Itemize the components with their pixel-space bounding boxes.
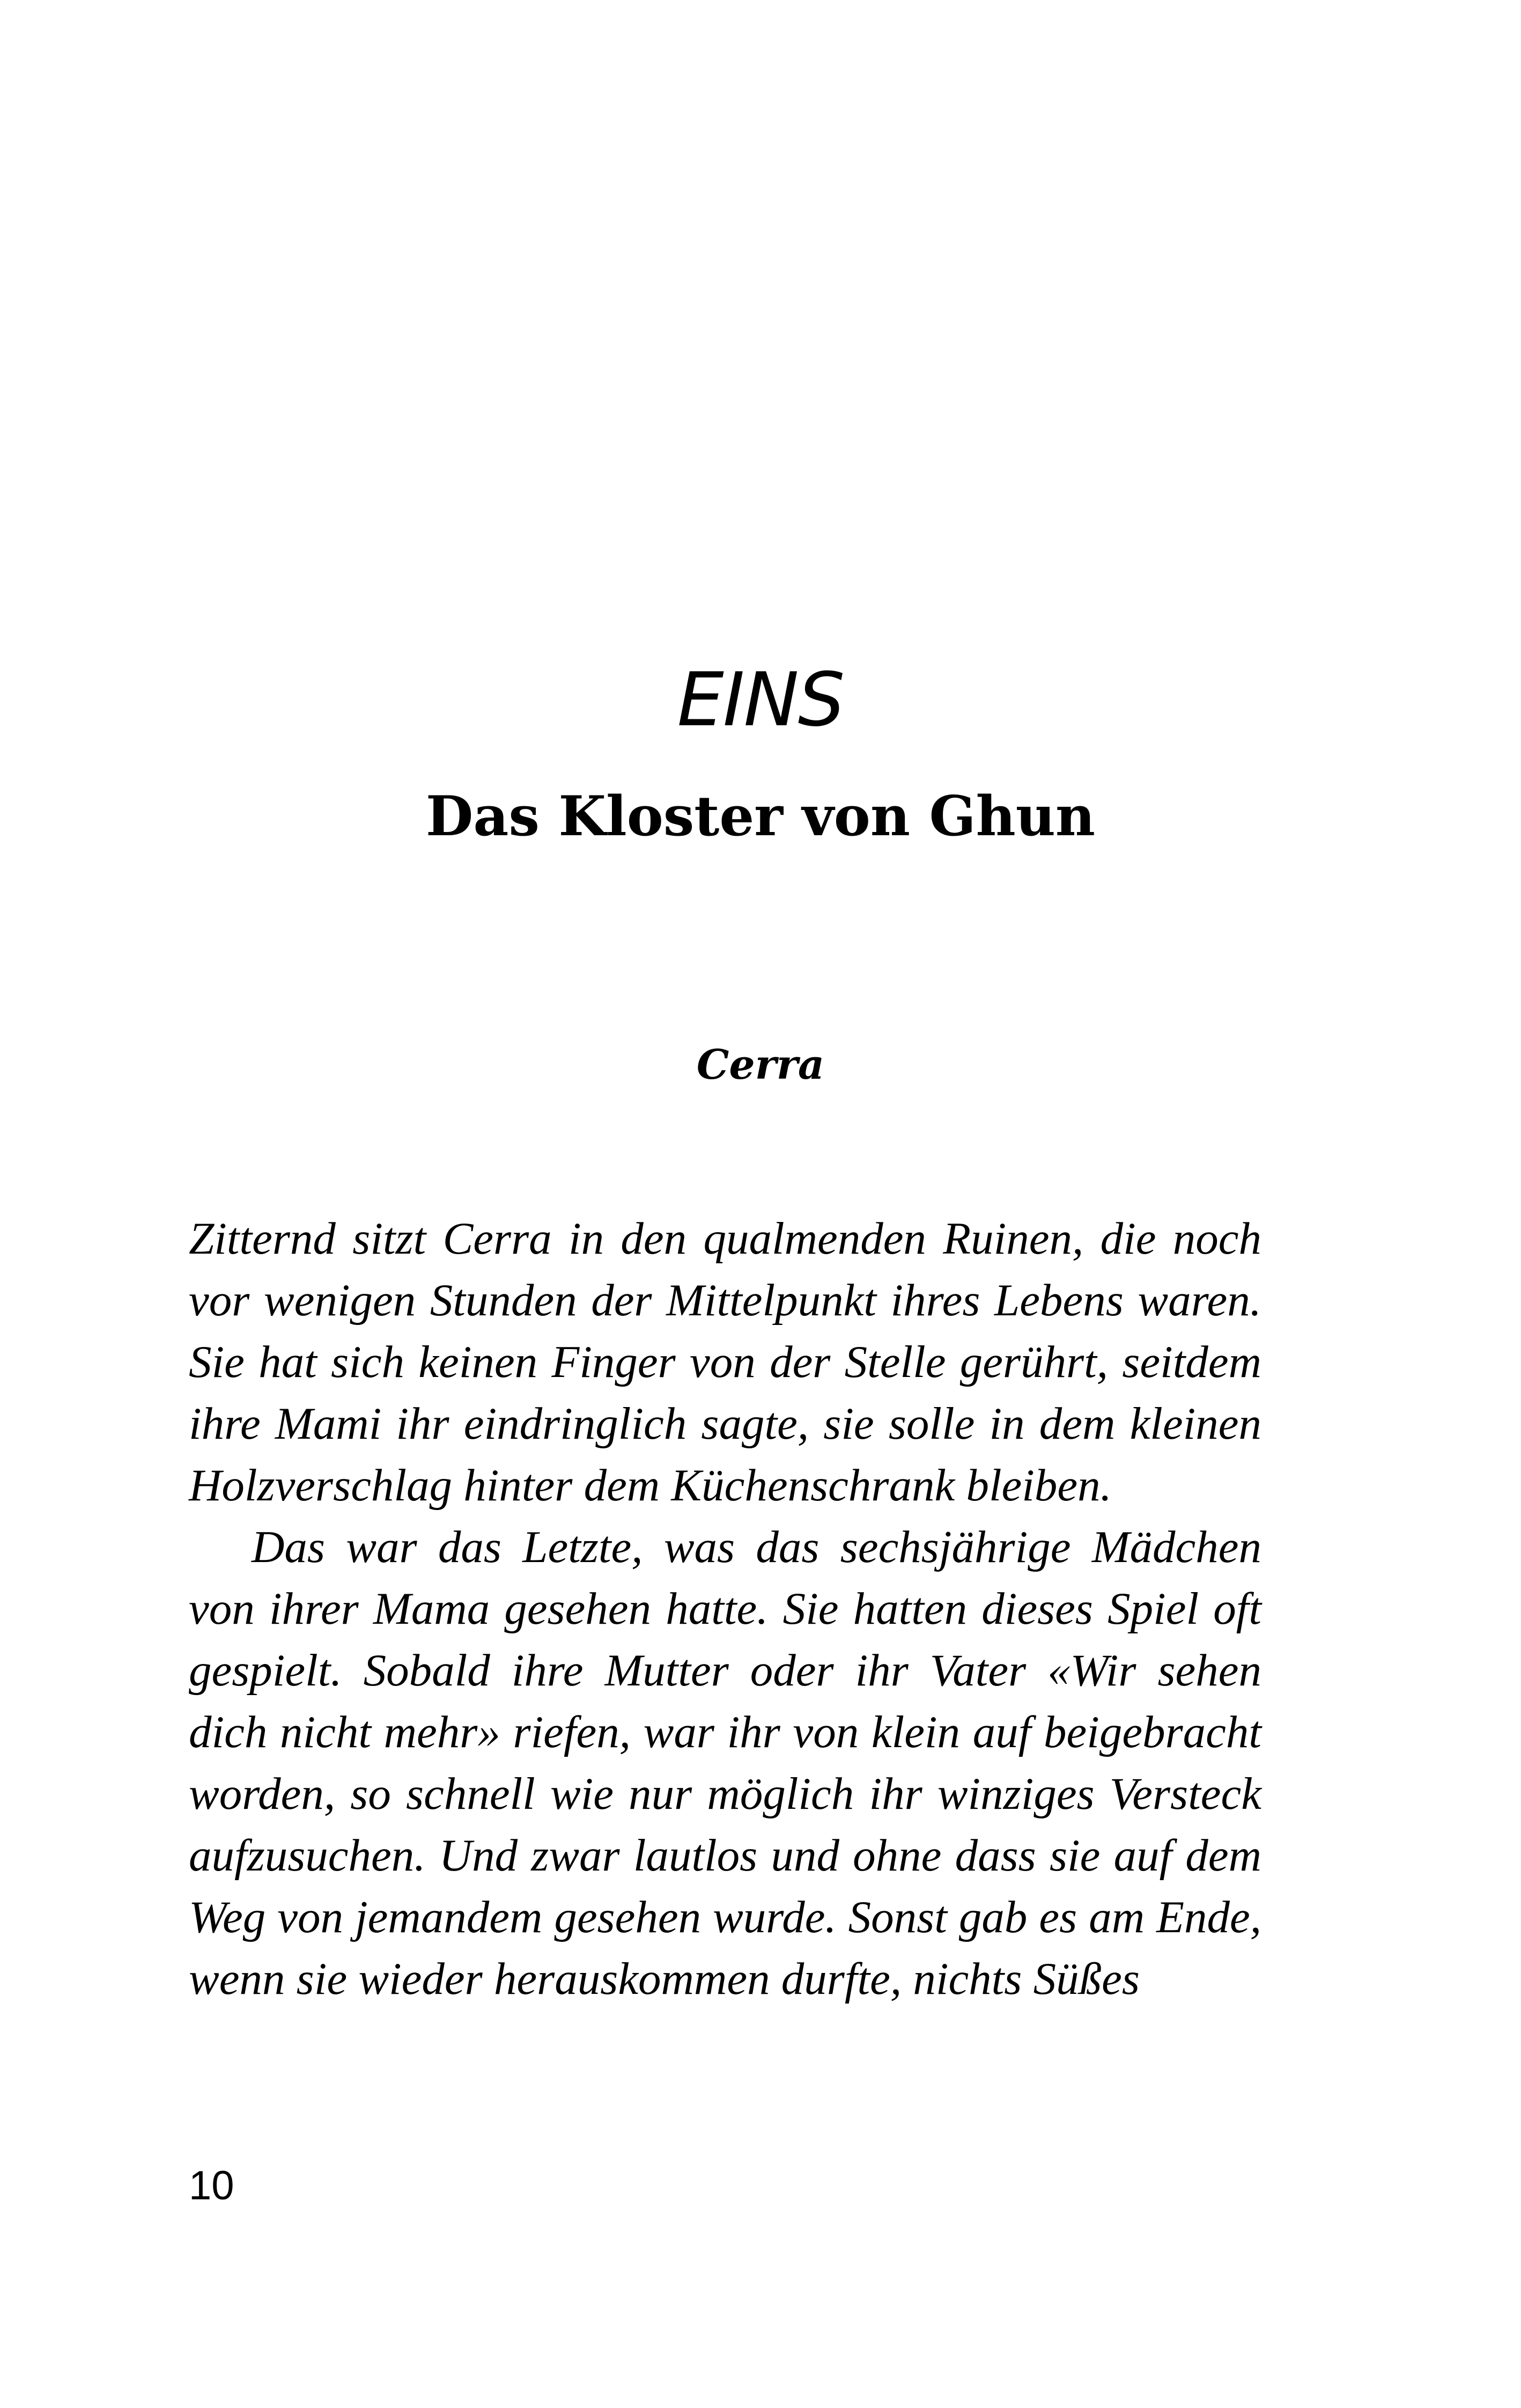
paragraph: Das war das Letzte, was das sechsjährige Mädchen von ihrer Mama gesehen hatte. Sie hatten dieses Spiel oft gespielt. Sobald ihre Mutter oder ihr Vater «Wir sehen dich nicht mehr» riefen, war ihr von klein auf beigebracht worden, so schnell wie nur möglich ihr winziges Versteck aufzusuchen. Und zwar lautlos und ohne dass sie auf dem Weg von jemandem gesehen wurde. Sonst gab es am Ende, wenn sie wieder herauskommen durfte, nichts Süßes xyxy=(189,1522,1261,2004)
body-text xyxy=(189,1208,1261,2010)
page-number: 10 xyxy=(189,2163,234,2208)
chapter-number: EINS xyxy=(677,657,844,743)
paragraph: Zitternd sitzt Cerra in den qualmenden Ruinen, die noch vor wenigen Stunden der Mittelpunkt ihres Lebens waren. Sie hat sich keinen Finger von der Stelle gerührt, seitdem ihre Mami ihr eindringlich sagte, sie solle in dem kleinen Holzverschlag hinter dem Küchenschrank bleiben. xyxy=(189,1213,1261,1511)
chapter-title: Das Kloster von Ghun xyxy=(425,784,1096,849)
section-heading: Cerra xyxy=(696,1041,825,1088)
